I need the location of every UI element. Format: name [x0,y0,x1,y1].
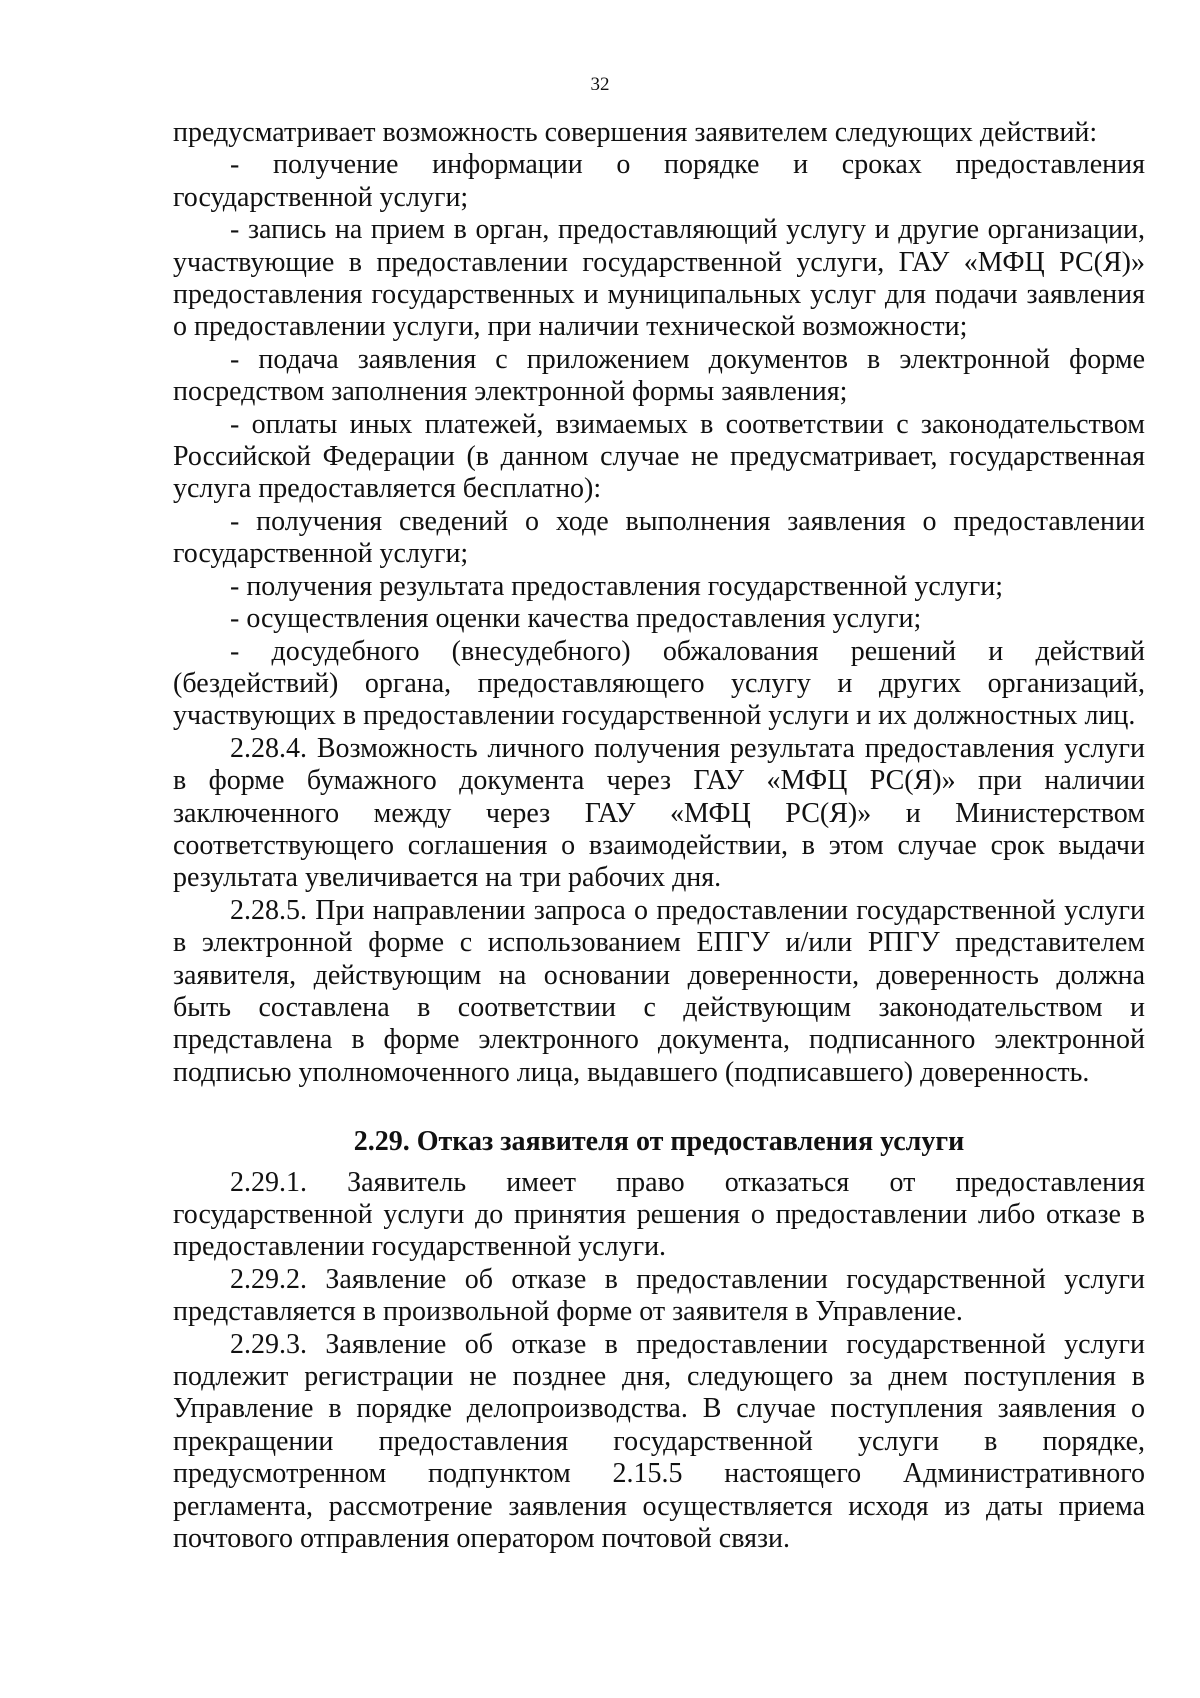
clause-2-28-4: 2.28.4. Возможность личного получения результата предоставления услуги в форме бумажного документа через ГАУ «МФЦ РС(Я)» при наличии заключенного между через ГАУ «МФЦ РС(Я)» и Министерством соответствующего соглашения о взаимодействии, в этом случае срок выдачи результата увеличивается на три рабочих дня. [173,732,1145,894]
list-item: - оплаты иных платежей, взимаемых в соответствии с законодательством Российской Федерации (в данном случае не предусматривает, государственная услуга предоставляется бесплатно): [173,408,1145,505]
list-item: - получения сведений о ходе выполнения заявления о предоставлении государственной услуги; [173,505,1145,570]
page-number: 32 [590,74,610,95]
clause-2-29-3: 2.29.3. Заявление об отказе в предоставлении государственной услуги подлежит регистрации не позднее дня, следующего за днем поступления в Управление в порядке делопроизводства. В случае поступления заявления о прекращении предоставления государственной услуги в порядке, предусмотренном подпунктом 2.15.5 настоящего Административного регламента, рассмотрение заявления осуществляется исходя из даты приема почтового отправления оператором почтовой связи. [173,1328,1145,1555]
paragraph: предусматривает возможность совершения заявителем следующих действий: [173,117,1098,148]
list-item: - досудебного (внесудебного) обжалования решений и действий (бездействий) органа, предоставляющего услугу и других организаций, участвующих в предоставлении государственной услуги и их должностных лиц. [173,635,1145,732]
list-item: - получения результата предоставления государственной услуги; [230,570,1003,602]
list-item: - запись на прием в орган, предоставляющий услугу и другие организации, участвующие в предоставлении государственной услуги, ГАУ «МФЦ РС(Я)» предоставления государственных и муниципальных услуг для подачи заявления о предоставлении услуги, при наличии технической возможности; [173,214,1145,343]
clause-2-29-1: 2.29.1. Заявитель имеет право отказаться от предоставления государственной услуги до принятия решения о предоставлении либо отказе в предоставлении государственной услуги. [173,1166,1145,1263]
clause-2-29-2: 2.29.2. Заявление об отказе в предоставлении государственной услуги представляется в произвольной форме от заявителя в Управление. [173,1263,1145,1328]
list-item: - получение информации о порядке и сроках предоставления государственной услуги; [173,149,1145,213]
document-body [173,117,1145,1555]
section-heading: 2.29. Отказ заявителя от предоставления услуги [353,1126,965,1158]
list-item: - осуществления оценки качества предоставления услуги; [230,603,922,635]
list-item: - подача заявления с приложением документов в электронной форме посредством заполнения электронной формы заявления; [173,343,1145,408]
clause-2-28-5: 2.28.5. При направлении запроса о предоставлении государственной услуги в электронной форме с использованием ЕПГУ и/или РПГУ представителем заявителя, действующим на основании доверенности, доверенность должна быть составлена в соответствии с действующим законодательством и представлена в форме электронного документа, подписанного электронной подписью уполномоченного лица, выдавшего (подписавшего) доверенность. [173,894,1145,1088]
